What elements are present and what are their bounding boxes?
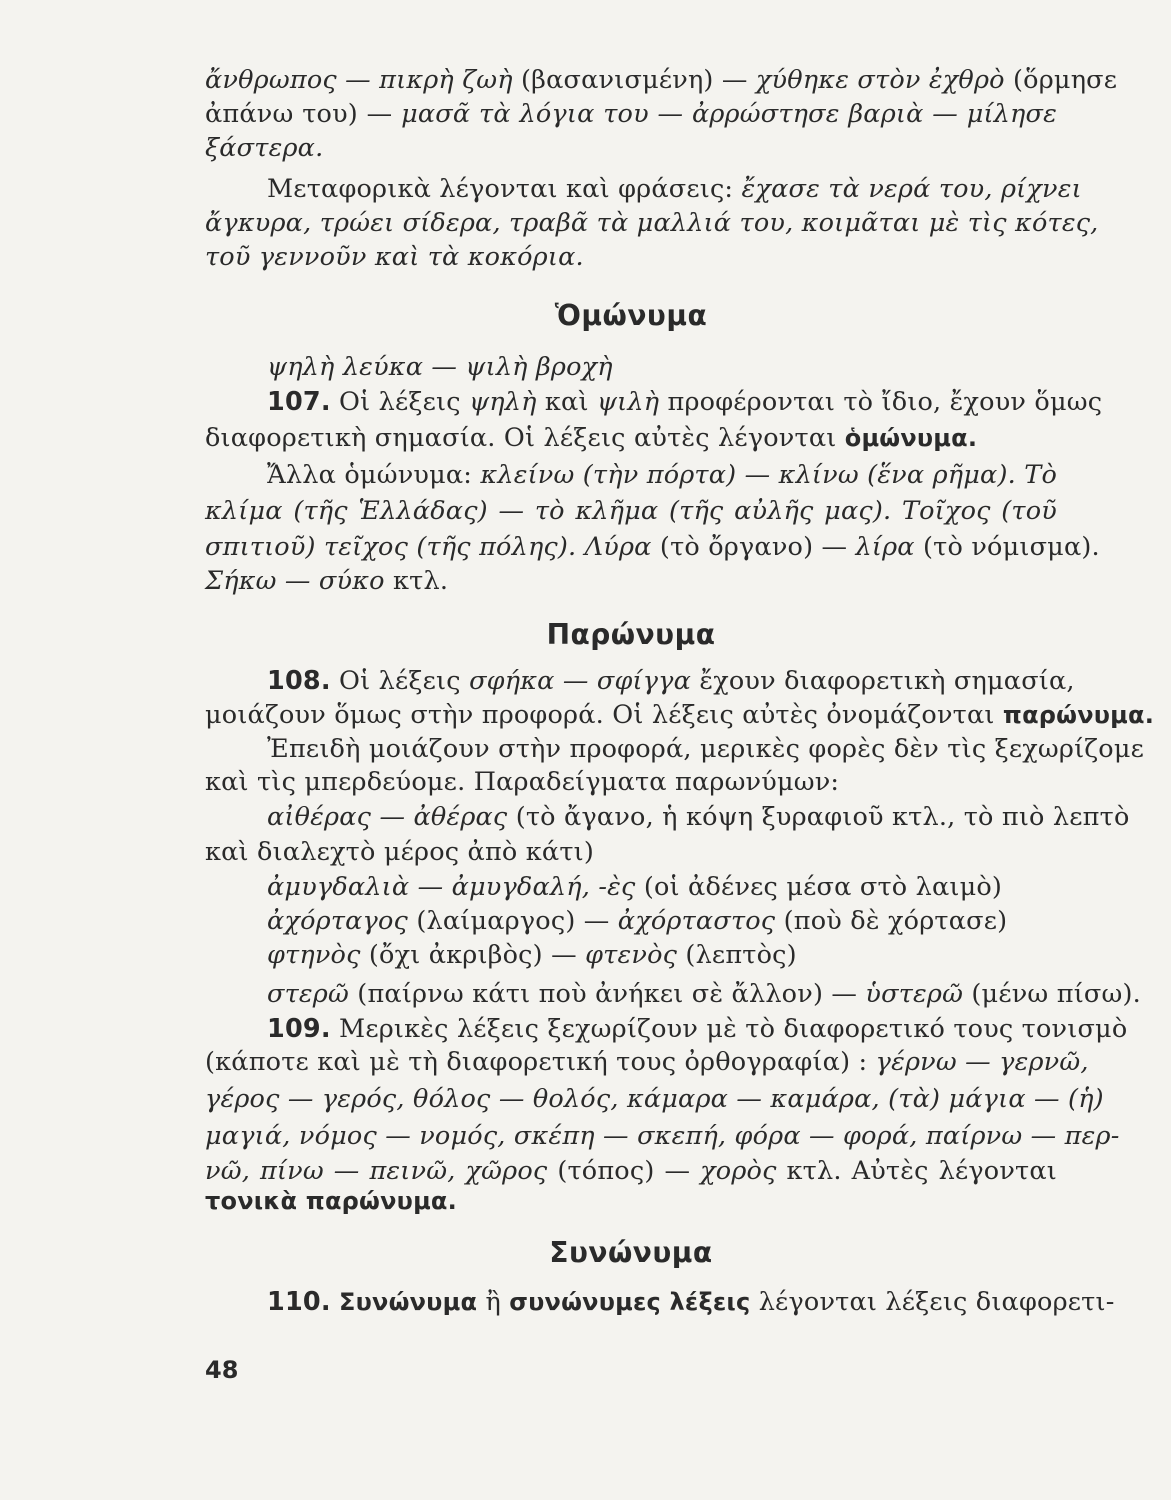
- example-line: [267, 800, 1130, 834]
- text-run: Σήκω — σύκο: [205, 566, 385, 596]
- text-run: ἄγκυρα, τρώει σίδερα, τραβᾶ τὰ μαλλιά του, κοιμᾶται μὲ τὶς κότες,: [205, 208, 1099, 238]
- text-run: μασᾶ τὰ λόγια του — ἀρρώστησε βαριὰ — μίλησε: [401, 99, 1057, 129]
- text-run: ἀχόρταστος: [617, 906, 776, 936]
- text-run: ἔχουν διαφορετικὴ σημασία,: [691, 666, 1075, 696]
- text-run: (τὸ νόμισμα).: [914, 532, 1100, 562]
- text-run: τοῦ γεννοῦν καὶ τὰ κοκόρια.: [205, 242, 584, 272]
- text-run: (ὄχι ἀκριβὸς) —: [360, 940, 586, 970]
- text-run: (τὸ ἄγανο, ἡ κόψη ξυραφιοῦ κτλ., τὸ πιὸ λεπτὸ: [507, 802, 1130, 832]
- text-run: ἀχόρταγος: [267, 906, 409, 936]
- text-run: διαφορετικὴ σημασία. Οἱ λέξεις αὐτὲς λέγονται: [205, 423, 845, 453]
- example-line: [205, 835, 1057, 869]
- page-number: 48: [205, 1356, 239, 1384]
- text-run: ψηλὴ λεύκα — ψιλὴ βροχὴ: [267, 352, 613, 382]
- text-run: ὑστερῶ: [865, 979, 964, 1009]
- text-run: [331, 1287, 339, 1317]
- text-line: [205, 698, 1155, 732]
- text-run: ψιλὴ: [596, 387, 660, 417]
- text-line: [267, 732, 1145, 766]
- text-run: καὶ τὶς μπερδεύομε. Παραδείγματα παρωνύμων:: [205, 767, 840, 797]
- text-run: κλείνω (τὴν πόρτα) — κλίνω (ἕνα ρῆμα). Τὸ: [480, 460, 1058, 490]
- text-run: ψηλὴ: [469, 387, 537, 417]
- text-run: κτλ.: [384, 566, 449, 596]
- heading-homonyms: Ὁμώνυμα: [554, 299, 708, 332]
- bold-term: τονικὰ παρώνυμα.: [205, 1187, 457, 1215]
- paragraph-number: 110.: [267, 1287, 331, 1317]
- text-line: [205, 530, 1100, 564]
- text-line: [205, 1119, 1120, 1153]
- text-run: νῶ, πίνω — πεινῶ, χῶρος: [205, 1156, 548, 1186]
- text-run: γέρος — γερός, θόλος — θολός, κάμαρα — καμάρα, (τὰ) μάγια — (ἡ): [205, 1084, 1104, 1114]
- text-line: [205, 1184, 1057, 1218]
- text-line: [205, 1082, 1104, 1116]
- text-run: αἰθέρας — ἀθέρας: [267, 802, 508, 832]
- text-run: χύθηκε στὸν ἐχθρὸ: [755, 65, 1005, 95]
- text-run: φτηνὸς: [267, 940, 361, 970]
- paragraph-108-start: [267, 664, 1075, 698]
- text-run: κτλ. Αὐτὲς λέγονται: [776, 1156, 1057, 1186]
- text-run: Ἄλλα ὁμώνυμα:: [267, 460, 481, 490]
- text-run: (τὸ ὄργανο) —: [651, 532, 856, 562]
- text-run: (λεπτὸς): [677, 940, 797, 970]
- bold-term: συνώνυμες λέξεις: [509, 1288, 751, 1316]
- text-line: [205, 421, 1057, 455]
- text-run: μοιάζουν ὅμως στὴν προφορά. Οἱ λέξεις αὐτὲς ὀνομάζονται: [205, 700, 1003, 730]
- text-run: (λαίμαργος) —: [408, 906, 618, 936]
- text-line: [205, 494, 1057, 528]
- text-run: χορὸς: [700, 1156, 777, 1186]
- bold-term: Συνώνυμα: [339, 1288, 478, 1316]
- text-run: Μερικὲς λέξεις ξεχωρίζουν μὲ τὸ διαφορετικό τους τονισμὸ: [330, 1014, 1128, 1044]
- text-run: Οἱ λέξεις: [330, 666, 470, 696]
- text-run: ἔχασε τὰ νερά του, ρίχνει: [741, 174, 1082, 204]
- text-line: [205, 97, 1057, 131]
- text-run: (κάποτε καὶ μὲ τὴ διαφορετική τους ὀρθογραφία) :: [205, 1047, 876, 1077]
- paragraph-109-start: [267, 1012, 1128, 1046]
- example-line: [267, 938, 797, 972]
- text-line: [205, 1154, 1057, 1188]
- text-run: (βασανισμένη) —: [512, 65, 756, 95]
- text-line: [205, 564, 1057, 598]
- text-run: (ποὺ δὲ χόρτασε): [775, 906, 1008, 936]
- text-line: [205, 63, 1118, 97]
- text-line: [267, 458, 1057, 492]
- paragraph-107-start: [267, 385, 1103, 419]
- text-run: (ὅρμησε: [1004, 65, 1118, 95]
- paragraph-110-start: [267, 1285, 1115, 1319]
- text-line: [205, 240, 1057, 274]
- text-run: ἀπάνω του) —: [205, 99, 402, 129]
- heading-synonyms: Συνώνυμα: [549, 1236, 713, 1269]
- text-run: καὶ: [536, 387, 597, 417]
- text-run: Μεταφορικὰ λέγονται καὶ φράσεις:: [267, 174, 742, 204]
- text-run: καὶ διαλεχτὸ μέρος ἀπὸ κάτι): [205, 837, 594, 867]
- text-line: [205, 1045, 1089, 1079]
- bold-term: ὁμώνυμα.: [844, 424, 978, 452]
- paragraph-number: 108.: [267, 666, 331, 696]
- text-run: (οἱ ἀδένες μέσα στὸ λαιμὸ): [635, 872, 1003, 902]
- text-run: σπιτιοῦ) τεῖχος (τῆς πόλης). Λύρα: [205, 532, 652, 562]
- text-run: γέρνω — γερνῶ,: [875, 1047, 1089, 1077]
- text-line: [267, 172, 1082, 206]
- text-run: (παίρνω κάτι ποὺ ἀνήκει σὲ ἄλλον) —: [348, 979, 866, 1009]
- text-run: ξάστερα.: [205, 133, 324, 163]
- text-run: Οἱ λέξεις: [330, 387, 470, 417]
- text-line: [267, 350, 613, 384]
- text-run: στερῶ: [267, 979, 349, 1009]
- text-run: ἄνθρωπος — πικρὴ ζωὴ: [205, 65, 513, 95]
- text-line: [205, 206, 1099, 240]
- bold-term: παρώνυμα.: [1002, 701, 1155, 729]
- text-run: λίρα: [855, 532, 915, 562]
- example-line: [267, 904, 1007, 938]
- paragraph-number: 107.: [267, 387, 331, 417]
- heading-paronyms: Παρώνυμα: [546, 618, 716, 651]
- text-run: μαγιά, νόμος — νομός, σκέπη — σκεπή, φόρα — φορά, παίρνω — περ-: [205, 1121, 1120, 1151]
- text-line: [205, 765, 1057, 799]
- text-line: [205, 131, 1057, 165]
- example-line: [267, 870, 1002, 904]
- example-line: [267, 977, 1141, 1011]
- text-run: Ἐπειδὴ μοιάζουν στὴν προφορά, μερικὲς φορὲς δὲν τὶς ξεχωρίζομε: [267, 734, 1145, 764]
- text-run: ἀμυγδαλιὰ — ἀμυγδαλή, -ὲς: [267, 872, 636, 902]
- text-run: φτενὸς: [585, 940, 678, 970]
- text-run: (μένω πίσω).: [963, 979, 1141, 1009]
- paragraph-number: 109.: [267, 1014, 331, 1044]
- text-run: προφέρονται τὸ ἴδιο, ἔχουν ὅμως: [659, 387, 1103, 417]
- text-run: σφήκα — σφίγγα: [469, 666, 692, 696]
- text-run: (τόπος) —: [547, 1156, 701, 1186]
- text-run: κλίμα (τῆς Ἑλλάδας) — τὸ κλῆμα (τῆς αὐλῆς μας). Τοῖχος (τοῦ: [205, 496, 1057, 526]
- text-run: ἢ: [477, 1287, 510, 1317]
- text-run: λέγονται λέξεις διαφορετι-: [750, 1287, 1115, 1317]
